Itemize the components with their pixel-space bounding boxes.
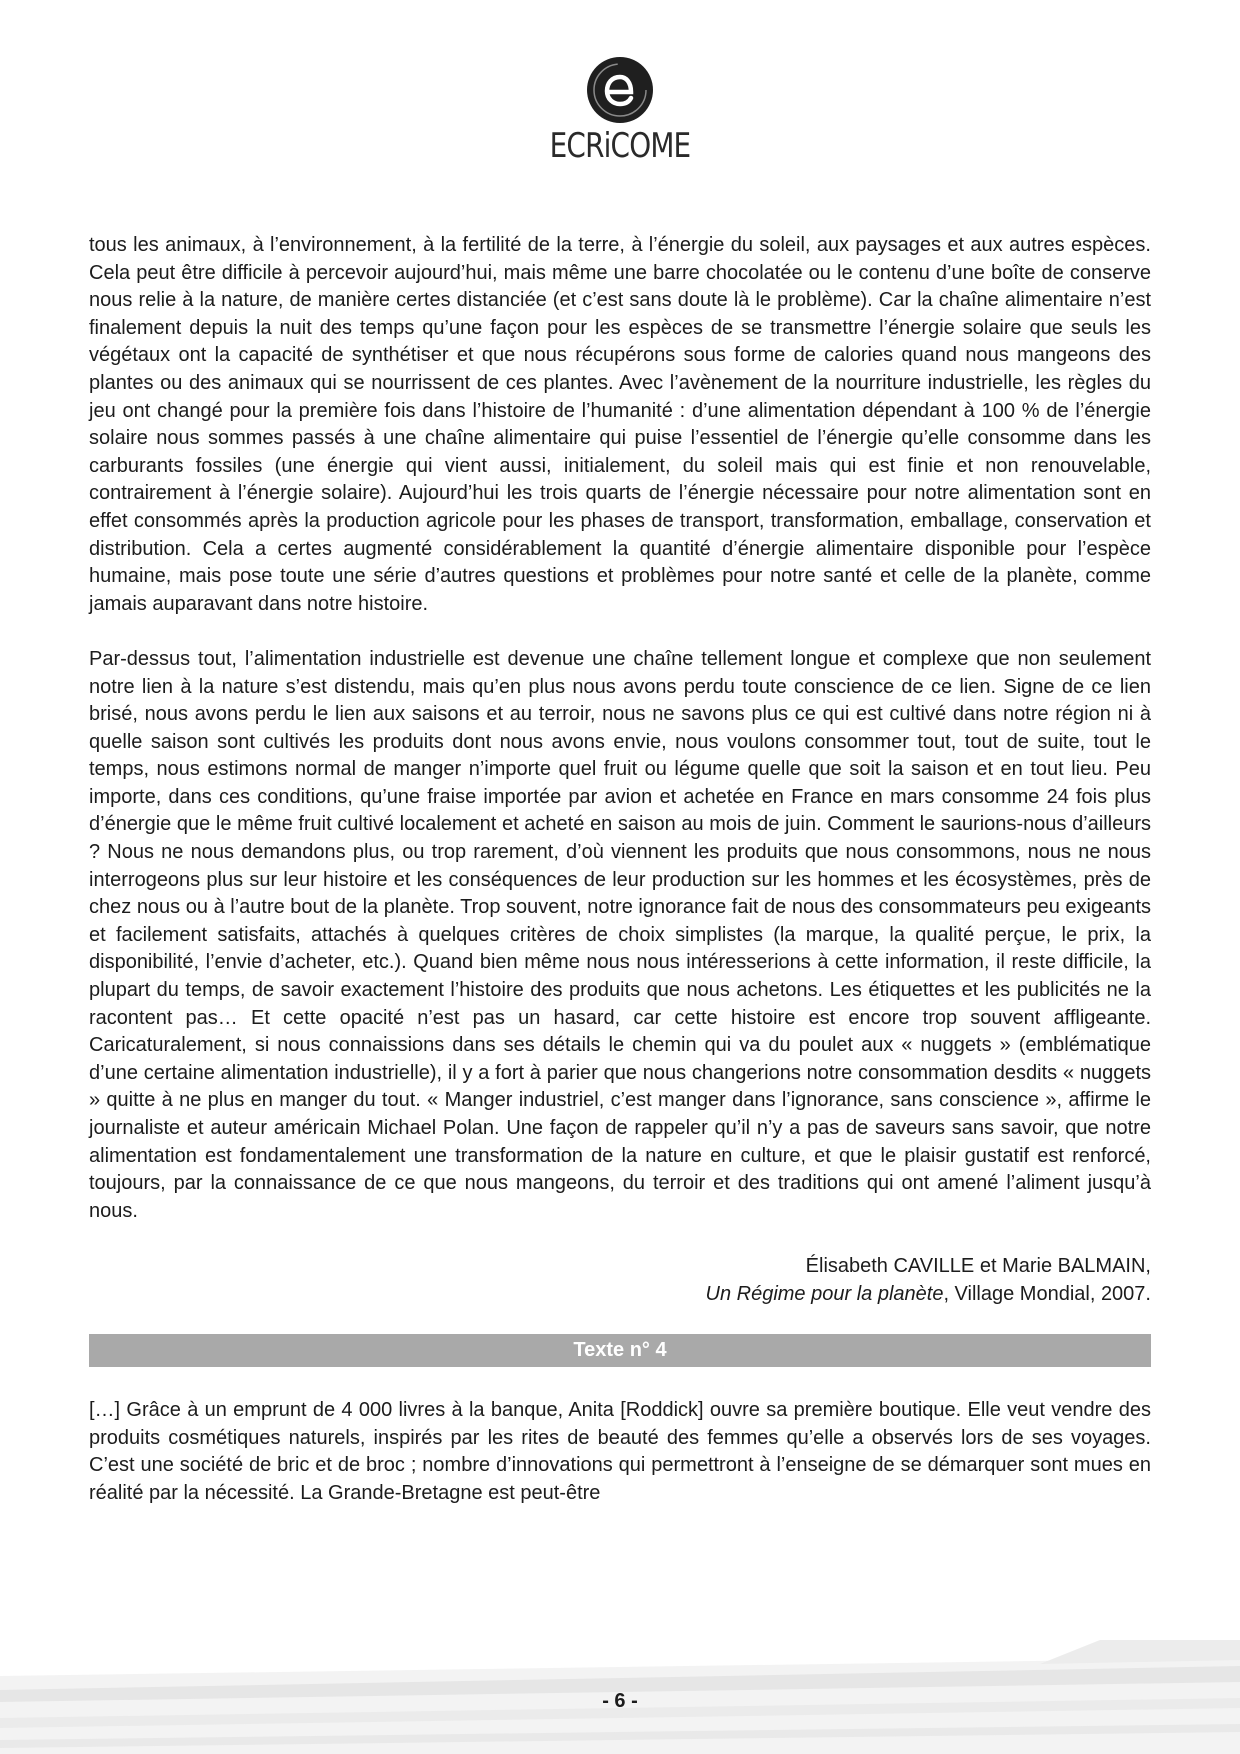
logo-wordmark: ECRiCOME: [549, 126, 691, 166]
page-number: - 6 -: [602, 1690, 638, 1712]
attribution-authors: Élisabeth CAVILLE et Marie BALMAIN,: [805, 1254, 1151, 1277]
document-body: [89, 232, 1151, 1508]
text4-paragraph: […] Grâce à un emprunt de 4 000 livres à la banque, Anita [Roddick] ouvre sa première boutique. Elle veut vendre des produits cosmétiques naturels, inspirés par les rites de beauté des femmes qu’elle a observés lors de ses voyages. C’est une société de bric et de broc ; nombre d’innovations qui permettront à l’enseigne de se démarquer sont mues en réalité par la nécessité. La Grande-Bretagne est peut-être: [89, 1399, 1151, 1504]
work-title: Un Régime pour la planète: [705, 1282, 944, 1305]
ecricome-logo-icon: [586, 56, 654, 124]
attribution-source: [89, 1281, 1151, 1309]
publisher-year: , Village Mondial, 2007.: [943, 1282, 1151, 1305]
page-header: [0, 56, 1240, 166]
body-paragraph: tous les animaux, à l’environnement, à la fertilité de la terre, à l’énergie du soleil, aux paysages et aux autres espèces. Cela peut être difficile à percevoir aujourd’hui, mais même une barre chocolatée ou le contenu d’une boîte de conserve nous relie à la nature, de manière certes distanciée (et c’est sans doute là le problème). Car la chaîne alimentaire n’est finalement depuis la nuit des temps qu’une façon pour les espèces de se transmettre l’énergie solaire que seuls les végétaux ont la capacité de synthétiser et que nous récupérons sous forme de calories quand nous mangeons des plantes ou des animaux qui se nourrissent de ces plantes. Avec l’avènement de la nourriture industrielle, les règles du jeu ont changé pour la première fois dans l’histoire de l’humanité : d’une alimentation dépendant à 100 % de l’énergie solaire nous sommes passés à une chaîne alimentaire qui puise l’essentiel de l’énergie qu’elle consomme dans les carburants fossiles (une énergie qui vient aussi, initialement, du soleil mais qui est finie et non renouvelable, contrairement à l’énergie solaire). Aujourd’hui les trois quarts de l’énergie nécessaire pour notre alimentation sont en effet consommés après la production agricole pour les phases de transport, transformation, emballage, conservation et distribution. Cela a certes augmenté considérablement la quantité d’énergie alimentaire disponible pour l’espèce humaine, mais pose toute une série d’autres questions et problèmes pour notre santé et celle de la planète, comme jamais auparavant dans notre histoire.: [89, 234, 1151, 615]
body-paragraph: Par-dessus tout, l’alimentation industrielle est devenue une chaîne tellement longue et complexe que non seulement notre lien à la nature s’est distendu, mais qu’en plus nous avons perdu toute conscience de ce lien. Signe de ce lien brisé, nous avons perdu le lien aux saisons et au terroir, nous ne savons plus ce qui est cultivé dans notre région ni à quelle saison sont cultivés les produits dont nous avons envie, nous voulons consommer tout, tout de suite, tout le temps, nous estimons normal de manger n’importe quel fruit ou légume quelle que soit la saison et en tout lieu. Peu importe, dans ces conditions, qu’une fraise importée par avion et achetée en France en mars consomme 24 fois plus d’énergie que le même fruit cultivé localement et acheté en saison au mois de juin. Comment le saurions-nous d’ailleurs ? Nous ne nous demandons plus, ou trop rarement, d’où viennent les produits que nous consommons, nous ne nous interrogeons plus sur leur histoire et les conséquences de leur production sur les hommes et les écosystèmes, près de chez nous ou à l’autre bout de la planète. Trop souvent, notre ignorance fait de nous des consommateurs peu exigeants et facilement satisfaits, attachés à quelques critères de choix simplistes (la marque, la qualité perçue, le prix, la disponibilité, l’envie d’acheter, etc.). Quand bien même nous nous intéresserions à cette information, il reste difficile, la plupart du temps, de savoir exactement l’histoire des produits que nous achetons. Les étiquettes et les publicités ne la racontent pas… Et cette opacité n’est pas un hasard, car cette histoire est encore trop souvent affligeante. Caricaturalement, si nous connaissions dans ses détails le chemin qui va du poulet aux « nuggets » (emblématique d’une certaine alimentation industrielle), il y a fort à parier que nous changerions notre consommation desdits « nuggets » quitte à ne plus en manger du tout. « Manger industriel, c’est manger dans l’ignorance, sans conscience », affirme le journaliste et auteur américain Michael Polan. Une façon de rappeler qu’il n’y a pas de saveurs sans savoir, que notre alimentation est fondamentalement une transformation de la nature en culture, et que le plaisir gustatif est renforcé, toujours, par la connaissance de ce que nous mangeons, du terroir et des traditions qui ont amené l’aliment jusqu’à nous.: [89, 647, 1151, 1222]
section-banner: Texte n° 4: [89, 1334, 1151, 1367]
